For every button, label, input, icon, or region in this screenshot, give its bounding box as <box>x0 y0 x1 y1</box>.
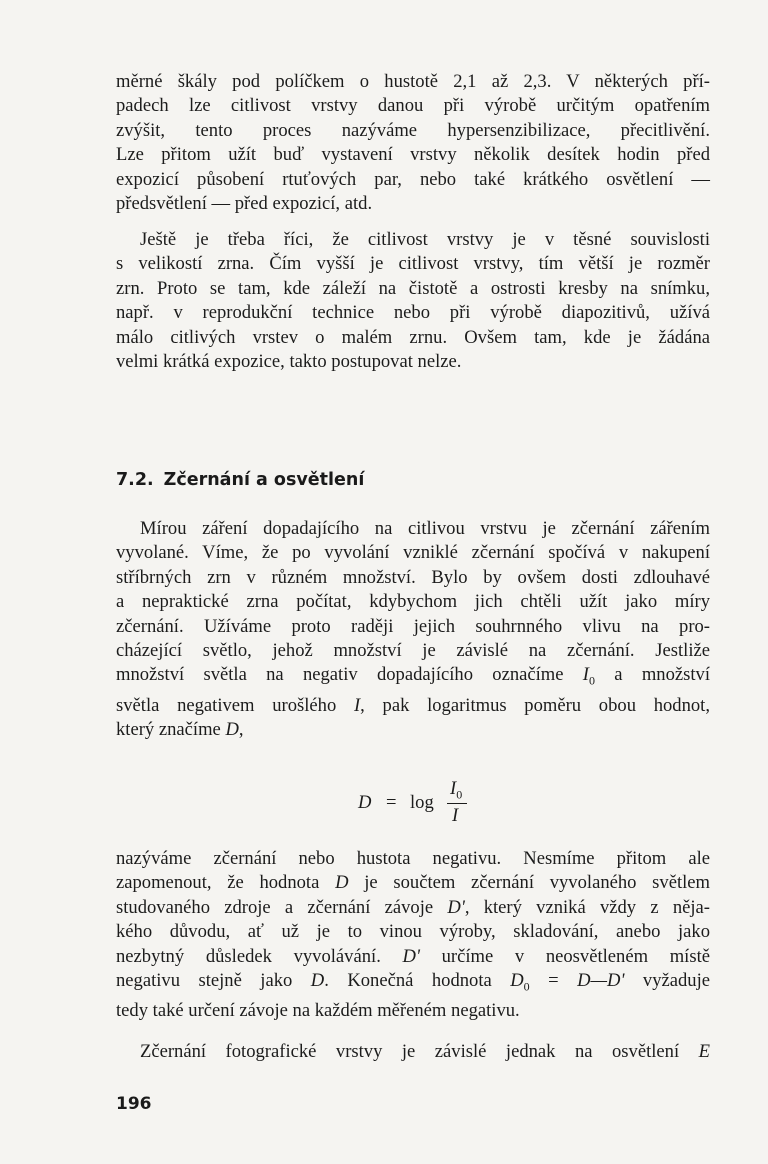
text-line: stříbrných zrn v různém množství. Bylo by ovšem dosti zdlouhavé <box>116 566 710 588</box>
text-line: cházející světlo, jehož množství je závislé na zčernání. Jestliže <box>116 640 710 662</box>
paragraph-exposure <box>116 1040 710 1064</box>
formula-numerator: $I_0$ <box>450 778 463 802</box>
text-line: málo citlivých vrstev o malém zrnu. Ovšem tam, kde je žádána <box>116 326 710 348</box>
text-line: tedy také určení závoje na každém měřeném negativu. <box>116 1000 520 1022</box>
text-line: množství světla na negativ dopadajícího označíme $I_0$ a množství <box>116 664 710 689</box>
text-line: nazýváme zčernání nebo hustota negativu. Nesmíme přitom ale <box>116 848 710 869</box>
text-line: negativu stejně jako D. Konečná hodnota $D_0$ = D—D' vyžaduje <box>116 970 711 994</box>
section-title: Zčernání a osvětlení <box>163 470 365 490</box>
text-line: zčernání. Užíváme proto raději jejich souhrnného vlivu na pro- <box>116 615 710 637</box>
text-line: velmi krátká expozice, takto postupovat nelze. <box>116 351 462 373</box>
text-line: vyvolané. Víme, že po vyvolání vzniklé zčernání spočívá v nakupení <box>116 542 710 564</box>
text-line: měrné škály pod políčkem o hustotě 2,1 až 2,3. V některých pří- <box>116 71 710 92</box>
paragraph-hypersensitization <box>116 70 710 216</box>
text-line: Zčernání fotografické vrstvy je závislé jednak na osvětlení E <box>140 1041 710 1062</box>
fraction-bar <box>447 803 467 804</box>
text-line: zapomenout, že hodnota D je součtem zčernání vyvolaného světlem <box>116 872 711 894</box>
text-line: Ještě je třeba říci, že citlivost vrstvy je v těsné souvislosti <box>140 229 710 250</box>
text-line: světla negativem urošlého I, pak logaritmus poměru obou hodnot, <box>116 694 710 716</box>
text-line: např. v reprodukční technice nebo při výrobě diapozitivů, užívá <box>116 302 710 324</box>
text-line: zvýšit, tento proces nazýváme hypersenzibilizace, přecitlivění. <box>116 119 710 141</box>
text-line: a nepraktické zrna počítat, kdybychom jich chtěli užít jako míry <box>116 591 710 613</box>
text-line: zrn. Proto se tam, kde záleží na čistotě a ostrosti kresby na snímku, <box>116 277 710 299</box>
paragraph-grain-size <box>116 228 710 374</box>
text-line: kého důvodu, ať už je to vinou výroby, skladování, anebo jako <box>116 921 710 943</box>
section-number: 7.2. <box>116 470 154 490</box>
text-line: Mírou záření dopadajícího na citlivou vrstvu je zčernání zářením <box>140 518 710 539</box>
page-number: 196 <box>116 1094 152 1114</box>
paragraph-fog-correction <box>116 847 710 1024</box>
section-heading <box>116 470 364 490</box>
formula-denominator: I <box>452 805 459 826</box>
paragraph-density-definition <box>116 517 710 742</box>
text-line: studovaného zdroje a zčernání závoje D', který vzniká vždy z něja- <box>116 896 711 918</box>
text-line: Lze přitom užít buď vystavení vrstvy několik desítek hodin před <box>116 144 710 166</box>
density-formula <box>358 778 488 828</box>
text-line: předsvětlení — před expozicí, atd. <box>116 193 373 215</box>
formula-equals: = <box>386 792 397 813</box>
formula-log: log <box>410 792 434 813</box>
text-line: nezbytný důsledek vyvolávání. D' určíme v neosvětleném místě <box>116 945 711 967</box>
text-line: padech lze citlivost vrstvy danou při výrobě určitým opatřením <box>116 95 710 117</box>
text-line: s velikostí zrna. Čím vyšší je citlivost vrstvy, tím větší je rozměr <box>116 253 710 275</box>
text-line: expozicí působení rtuťových par, nebo také krátkého osvětlení — <box>116 168 710 190</box>
text-line: který značíme D, <box>116 718 244 740</box>
formula-lhs: D <box>358 792 372 813</box>
